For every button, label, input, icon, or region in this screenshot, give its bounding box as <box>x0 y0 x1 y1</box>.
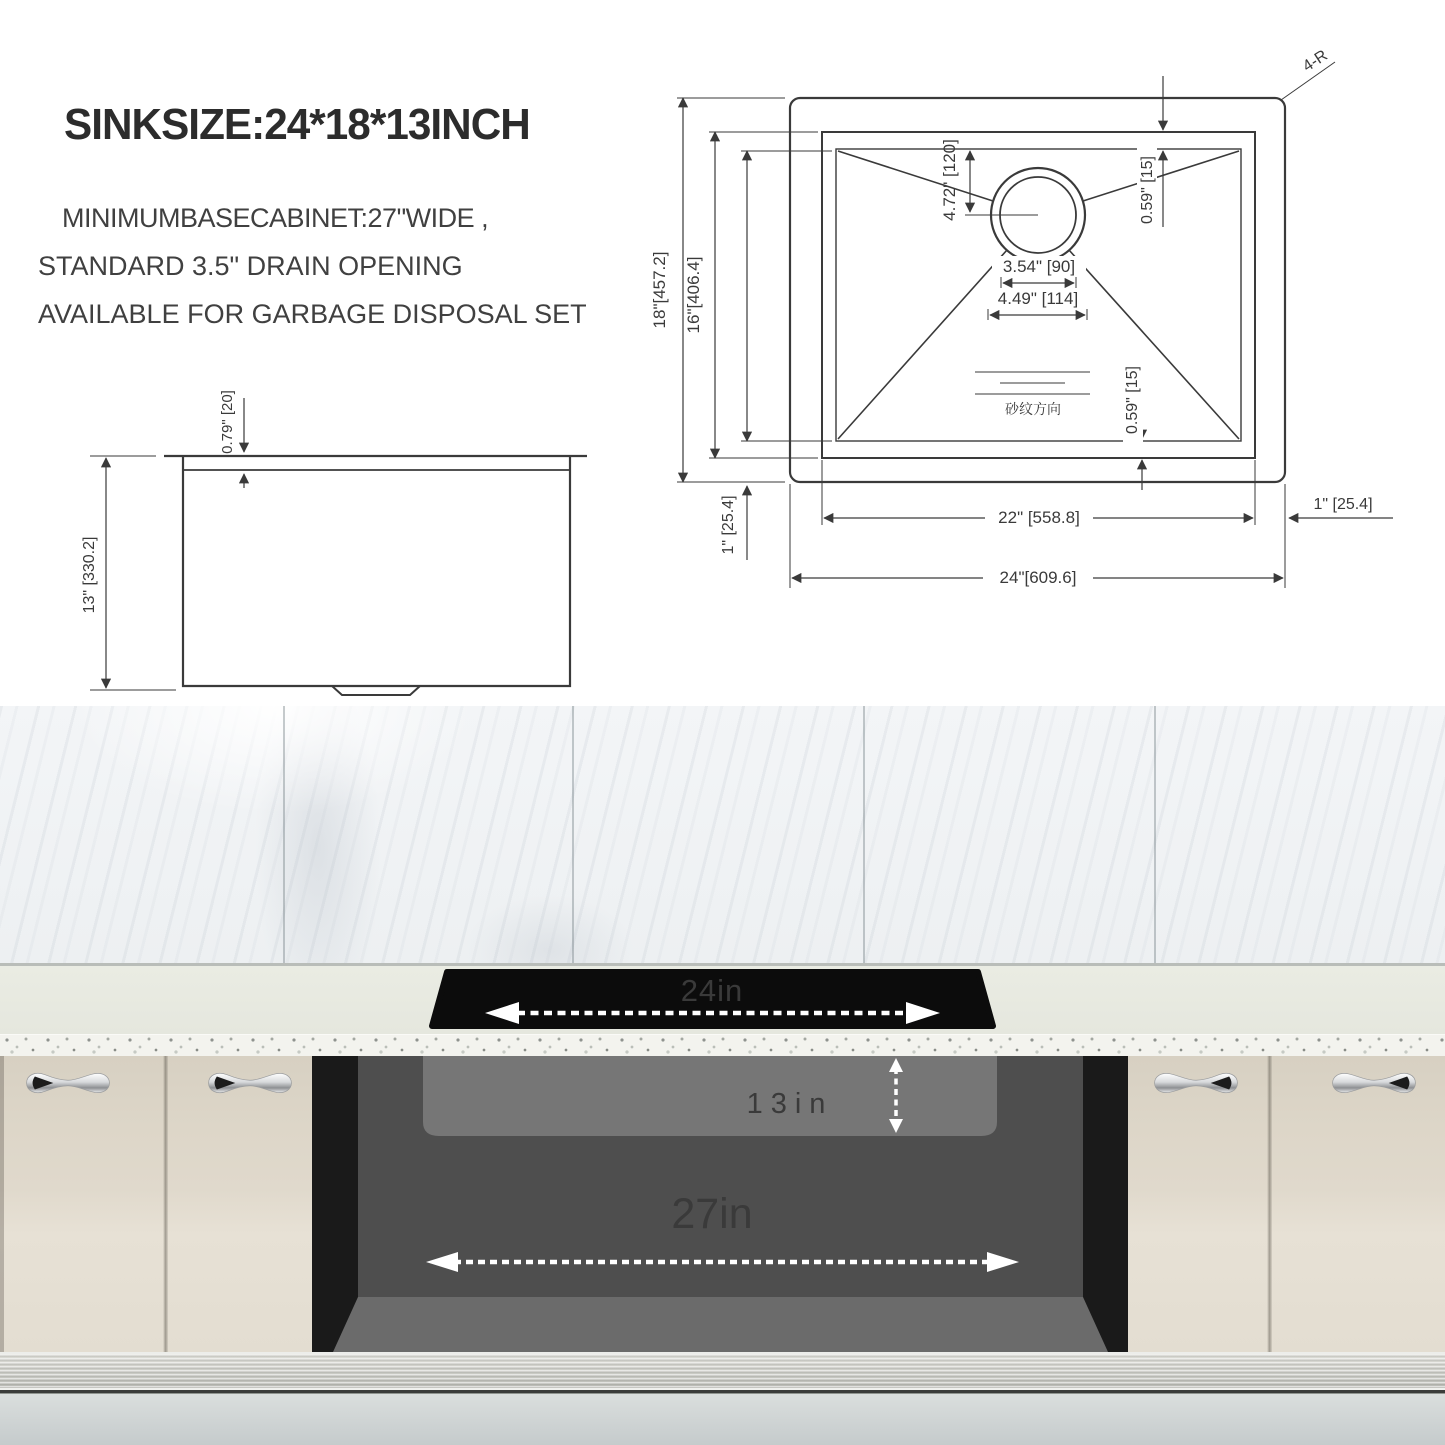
cabinet-handle <box>1150 1068 1242 1098</box>
marble-backsplash <box>0 706 1445 963</box>
dimension-rim-thickness <box>219 390 244 488</box>
dimension-1in-right <box>1289 496 1393 518</box>
door-gap <box>163 1056 168 1352</box>
dimension-16in <box>684 132 818 458</box>
sink-cutout-top <box>425 968 1000 1030</box>
dim-354-label: 3.54" [90] <box>1002 257 1076 276</box>
dim-1in-right-label: 1" [25.4] <box>1313 496 1373 513</box>
dimension-22in <box>822 460 1255 528</box>
backsplash-seam <box>572 706 574 963</box>
floor <box>0 1394 1445 1445</box>
dim-449-label: 4.49" [114] <box>997 289 1079 308</box>
dim-059-bottom-label: 0.59" [15] <box>1124 366 1141 434</box>
dimension-24in <box>790 484 1285 588</box>
dimension-drain-outer <box>986 288 1090 320</box>
backsplash-seam <box>863 706 865 963</box>
dimension-inner-extent <box>741 151 832 441</box>
side-view-drawing <box>60 370 620 700</box>
dim-13-label: 13" [330.2] <box>81 536 98 614</box>
dim-059-top-label: 0.59" [15] <box>1139 156 1156 224</box>
cabinet-handle <box>204 1068 296 1098</box>
dimension-drain-inner <box>992 256 1086 288</box>
dimension-13in <box>81 458 176 690</box>
sink-outline-side-view <box>90 456 587 695</box>
spec-line-disposal: AVAILABLE FOR GARBAGE DISPOSAL SET <box>38 299 587 329</box>
dim-472-label: 4.72" [120] <box>940 139 959 221</box>
opening-floor <box>333 1297 1108 1352</box>
cabinet-width-label: 27in <box>671 1190 753 1238</box>
sink-depth-silhouette <box>423 1056 997 1136</box>
top-view-drawing <box>635 20 1445 660</box>
grain-direction-symbol <box>975 372 1090 417</box>
cabinet-handle <box>1328 1068 1420 1098</box>
dim-18-label: 18"[457.2] <box>650 251 669 329</box>
backsplash-seam <box>283 706 285 963</box>
spec-text-block <box>38 100 638 338</box>
dimension-rim-bottom <box>1123 350 1143 490</box>
door-gap <box>1267 1056 1272 1352</box>
cabinet-opening <box>312 1056 1128 1352</box>
dimension-corner-note <box>1281 47 1335 100</box>
dimension-18in <box>650 98 785 482</box>
dim-22-label: 22" [558.8] <box>998 508 1080 527</box>
cutout-width-label: 24in <box>680 973 744 1008</box>
backsplash-seam <box>1154 706 1156 963</box>
sink-depth-label: 13in <box>746 1088 834 1120</box>
spec-line-cabinet: MINIMUMBASECABINET:27"WIDE , <box>62 203 489 233</box>
dim-079-label: 0.79" [20] <box>219 390 236 454</box>
dimension-drain-offset <box>940 139 970 221</box>
dimension-1in-bottom-left <box>720 486 747 560</box>
cabinet-left-edge <box>0 1056 4 1352</box>
drain-bump <box>332 686 420 695</box>
sink-size-title: SINKSIZE:24*18*13INCH <box>64 100 530 149</box>
countertop-edge-band <box>0 1034 1445 1058</box>
dim-1in-left-label: 1" [25.4] <box>720 495 737 555</box>
cabinet-handle <box>22 1068 114 1098</box>
dim-24-label: 24"[609.6] <box>999 568 1077 587</box>
cabinet-scene <box>0 700 1445 1445</box>
dim-16-label: 16"[406.4] <box>684 256 703 334</box>
base-cabinets <box>0 1056 1445 1352</box>
spec-line-drain: STANDARD 3.5" DRAIN OPENING <box>38 251 463 281</box>
dimension-rim-top <box>1137 76 1163 244</box>
grain-direction-label: 砂纹方向 <box>1005 401 1061 417</box>
toe-kick <box>0 1352 1445 1390</box>
corner-note-label: 4-R <box>1299 47 1331 76</box>
